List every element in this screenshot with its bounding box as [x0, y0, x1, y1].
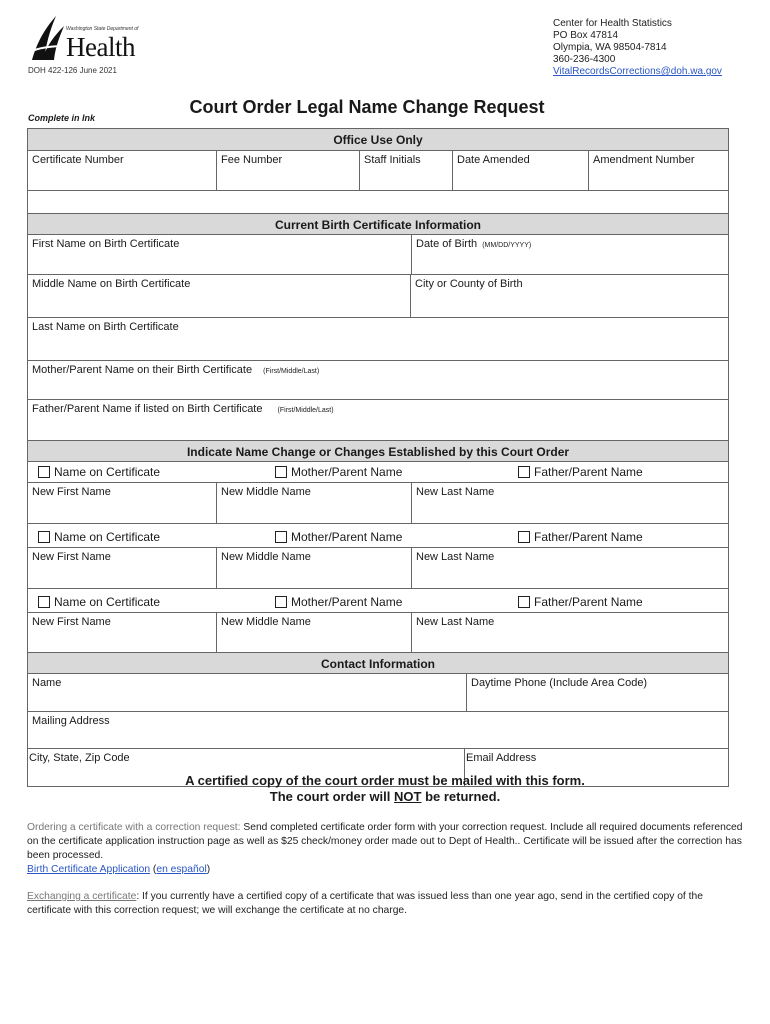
contact-heading: Contact Information — [28, 652, 728, 674]
notice-line-2: The court order will NOT be returned. — [269, 789, 501, 804]
father-parent-checkbox[interactable]: Father/Parent Name — [518, 595, 643, 609]
exchanging-paragraph — [27, 890, 743, 918]
birth-row-4 — [28, 361, 728, 400]
birth-row-5 — [28, 400, 728, 440]
changes-heading: Indicate Name Change or Changes Established by this Court Order — [28, 440, 728, 462]
new-last-name-field[interactable]: New Last Name — [416, 551, 495, 563]
father-name-field[interactable]: Father/Parent Name if listed on Birth Certificate (First/Middle/Last) — [32, 403, 334, 415]
mailing-address-block — [553, 18, 722, 78]
city-county-field[interactable]: City or County of Birth — [415, 278, 523, 290]
ordering-lead: Ordering a certificate with a correction request: — [27, 822, 241, 833]
notice-line-1: A certified copy of the court order must be mailed with this form. — [185, 773, 585, 788]
dob-hint: (MM/DD/YYYY) — [482, 242, 532, 249]
mother-hint: (First/Middle/Last) — [263, 368, 320, 375]
new-middle-name-field[interactable]: New Middle Name — [217, 548, 412, 588]
exchanging-body: : If you currently have a certified copy of a certificate that was issued less than one year ago, send in the certified copy of the certificate with this correction request; we will exchange the certificate at no charge. — [27, 891, 703, 916]
fee-number-field[interactable]: Fee Number — [217, 151, 360, 190]
certificate-number-field[interactable]: Certificate Number — [28, 151, 217, 190]
form-number: DOH 422-126 June 2021 — [28, 66, 117, 75]
new-last-name-field[interactable]: New Last Name — [416, 616, 495, 628]
father-parent-checkbox[interactable]: Father/Parent Name — [518, 530, 643, 544]
contact-row-2 — [28, 712, 728, 749]
contact-name-field[interactable]: Name — [28, 674, 467, 711]
new-middle-name-field[interactable]: New Middle Name — [217, 613, 412, 652]
spacer — [28, 191, 728, 213]
ordering-body: Send completed certificate order form with your correction request. Include all required documents referenced on the certificate application instruction page as well as $25 check/money order made out to Dept of Health.. Certificate will be issued after the correction has been processed. — [27, 822, 743, 861]
new-first-name-field[interactable]: New First Name — [28, 613, 217, 652]
address-line: Center for Health Statistics — [553, 18, 672, 29]
birth-info-heading: Current Birth Certificate Information — [28, 213, 728, 235]
new-name-row — [28, 547, 728, 589]
logo-mark-icon — [28, 12, 68, 64]
office-use-heading: Office Use Only — [28, 129, 728, 151]
agency-name-small: Washington State Department of — [66, 26, 139, 32]
mother-parent-checkbox[interactable]: Mother/Parent Name — [275, 530, 518, 544]
complete-in-ink-note: Complete in Ink — [28, 113, 96, 123]
name-on-certificate-checkbox[interactable]: Name on Certificate — [38, 465, 275, 479]
office-use-row — [28, 151, 728, 191]
request-form — [27, 128, 729, 787]
mother-name-field[interactable]: Mother/Parent Name on their Birth Certificate (First/Middle/Last) — [32, 364, 320, 376]
father-hint: (First/Middle/Last) — [277, 407, 334, 414]
contact-row-1 — [28, 674, 728, 712]
dob-field[interactable]: Date of Birth (MM/DD/YYYY) — [416, 238, 532, 250]
phone-line: 360-236-4300 — [553, 54, 616, 65]
daytime-phone-field[interactable]: Daytime Phone (Include Area Code) — [471, 677, 648, 689]
city-state-zip-field[interactable]: City, State, Zip Code — [28, 749, 465, 786]
last-name-field[interactable]: Last Name on Birth Certificate — [32, 321, 179, 333]
amendment-number-field[interactable]: Amendment Number — [593, 154, 695, 166]
birth-row-3 — [28, 318, 728, 361]
first-name-field[interactable]: First Name on Birth Certificate — [28, 235, 412, 274]
address-line: PO Box 47814 — [553, 30, 619, 41]
email-address-field[interactable]: Email Address — [466, 752, 537, 764]
new-first-name-field[interactable]: New First Name — [28, 483, 217, 523]
birth-certificate-application-link[interactable]: Birth Certificate Application — [27, 864, 151, 875]
exchanging-lead: Exchanging a certificate — [27, 891, 137, 902]
birth-row-2 — [28, 275, 728, 318]
middle-name-field[interactable]: Middle Name on Birth Certificate — [28, 275, 411, 317]
new-last-name-field[interactable]: New Last Name — [416, 486, 495, 498]
change-options-row — [28, 462, 728, 482]
name-on-certificate-checkbox[interactable]: Name on Certificate — [38, 530, 275, 544]
name-on-certificate-checkbox[interactable]: Name on Certificate — [38, 595, 275, 609]
email-link[interactable]: VitalRecordsCorrections@doh.wa.gov — [553, 66, 722, 77]
birth-row-1 — [28, 235, 728, 275]
staff-initials-field[interactable]: Staff Initials — [360, 151, 453, 190]
mother-parent-checkbox[interactable]: Mother/Parent Name — [275, 595, 518, 609]
mailing-address-field[interactable]: Mailing Address — [32, 715, 110, 727]
mother-parent-checkbox[interactable]: Mother/Parent Name — [275, 465, 518, 479]
new-middle-name-field[interactable]: New Middle Name — [217, 483, 412, 523]
ordering-paragraph: Ordering a certificate with a correction request: Send completed certificate order form with your correction request. Include all required documents referenced on the certificate application instruction page as well as $25 check/money order made out to Dept of Health.. Certificate will be issued after the correction has been processed. Birth Certificate Application (en español) — [27, 822, 743, 875]
change-options-row — [28, 527, 728, 547]
new-name-row — [28, 482, 728, 524]
spanish-application-link[interactable]: en español — [156, 864, 207, 875]
address-line: Olympia, WA 98504-7814 — [553, 42, 667, 53]
father-parent-checkbox[interactable]: Father/Parent Name — [518, 465, 643, 479]
new-first-name-field[interactable]: New First Name — [28, 548, 217, 588]
date-amended-field[interactable]: Date Amended — [453, 151, 589, 190]
page-title: Court Order Legal Name Change Request — [189, 97, 545, 117]
new-name-row — [28, 612, 728, 652]
agency-name-word: Health — [66, 32, 135, 62]
change-options-row — [28, 592, 728, 612]
court-order-notice — [0, 773, 770, 805]
